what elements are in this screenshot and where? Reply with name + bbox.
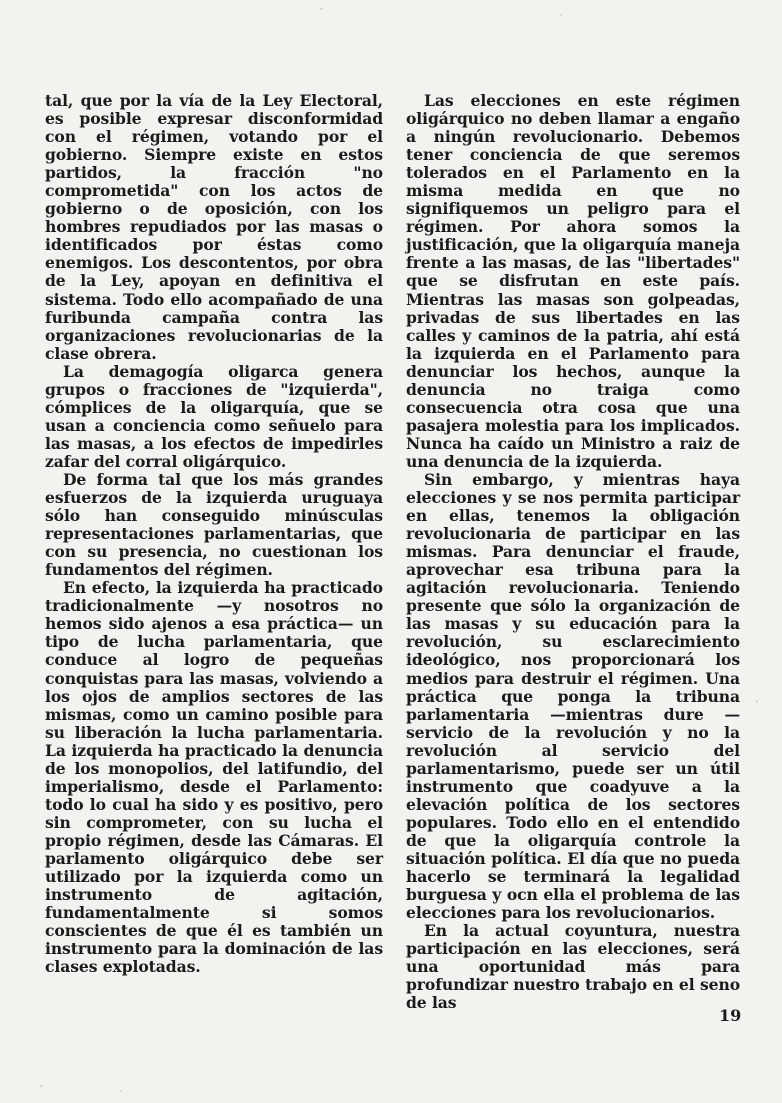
paragraph: tal, que por la vía de la Ley Electoral, es posible expresar disconformidad con el régimen, votando por el gobierno. Siempre existe en estos partidos, la fracción "no comprometida" con los actos de gobierno o de oposición, con los hombres repudiados por las masas o identificados por éstas como enemigos. Los descontentos, por obra de la Ley, apoyan en definitiva el sistema. Todo ello acompañado de una furibunda campaña contra las organizaciones revolucionarias de la clase obrera. xyxy=(45,91,383,363)
print-speck xyxy=(560,14,562,16)
paragraph: En efecto, la izquierda ha practicado tradicionalmente —y nosotros no hemos sido ajenos a esa práctica— un tipo de lucha parlamentaria, que conduce al logro de pequeñas conquistas para las masas, volviendo a los ojos de amplios sectores de las mismas, como un camino posible para su liberación la lucha parlamentaria. La izquierda ha practicado la denuncia de los monopolios, del latifundio, del imperialismo, desde el Parlamento: todo lo cual ha sido y es positivo, pero sin comprometer, con su lucha el propio régimen, desde las Cámaras. El parlamento oligárquico debe ser utilizado por la izquierda como un instrumento de agitación, fundamentalmente si somos conscientes de que él es también un instrumento para la dominación de las clases explotadas. xyxy=(45,578,383,977)
paragraph: En la actual coyuntura, nuestra participación en las elecciones, será una oportunidad más para profundizar nuestro trabajo en el seno de las xyxy=(406,921,740,1013)
right-text-column xyxy=(406,92,740,1012)
print-speck xyxy=(756,700,758,703)
paragraph: Sin embargo, y mientras haya elecciones y se nos permita participar en ellas, tenemos la obligación revolucionaria de participar en las mismas. Para denunciar el fraude, aprovechar esa tribuna para la agitación revolucionaria. Teniendo presente que sólo la organización de las masas y su educación para la revolución, su esclarecimiento ideológico, nos proporcionará los medios para destruir el régimen. Una práctica que ponga la tribuna parlamentaria —mientras dure — servicio de la revolución y no la revolución al servicio del parlamentarismo, puede ser un útil instrumento que coadyuve a la elevación política de los sectores populares. Todo ello en el entendido de que la oligarquía controle la situación política. El día que no pueda hacerlo se terminará la legalidad burguesa y ocn ella el problema de las elecciones para los revolucionarios. xyxy=(406,469,740,923)
page-number: 19 xyxy=(719,1006,742,1025)
paragraph: De forma tal que los más grandes esfuerzos de la izquierda uruguaya sólo han conseguido minúsculas representaciones parlamentarias, que con su presencia, no cuestionan los fundamentos del régimen. xyxy=(45,469,383,580)
left-text-column xyxy=(45,92,383,976)
paragraph: La demagogía oligarca genera grupos o fracciones de "izquierda", cómplices de la oligarquía, que se usan a conciencia como señuelo para las masas, a los efectos de impedirles zafar del corral oligárquico. xyxy=(45,361,383,471)
print-speck xyxy=(40,1085,43,1087)
paragraph: Las elecciones en este régimen oligárquico no deben llamar a engaño a ningún revolucionario. Debemos tener conciencia de que seremos tolerados en el Parlamento en la misma medida en que no signifiquemos un peligro para el régimen. Por ahora somos la justificación, que la oligarquía maneja frente a las masas, de las "libertades" que se disfrutan en este país. Mientras las masas son golpeadas, privadas de sus libertades en las calles y caminos de la patria, ahí está la izquierda en el Parlamento para denunciar los hechos, aunque la denuncia no traiga como consecuencia otra cosa que una pasajera molestia para los implicados. Nunca ha caído un Ministro a raiz de una denuncia de la izquierda. xyxy=(406,91,740,471)
print-speck xyxy=(320,8,323,10)
print-speck xyxy=(120,1090,122,1092)
